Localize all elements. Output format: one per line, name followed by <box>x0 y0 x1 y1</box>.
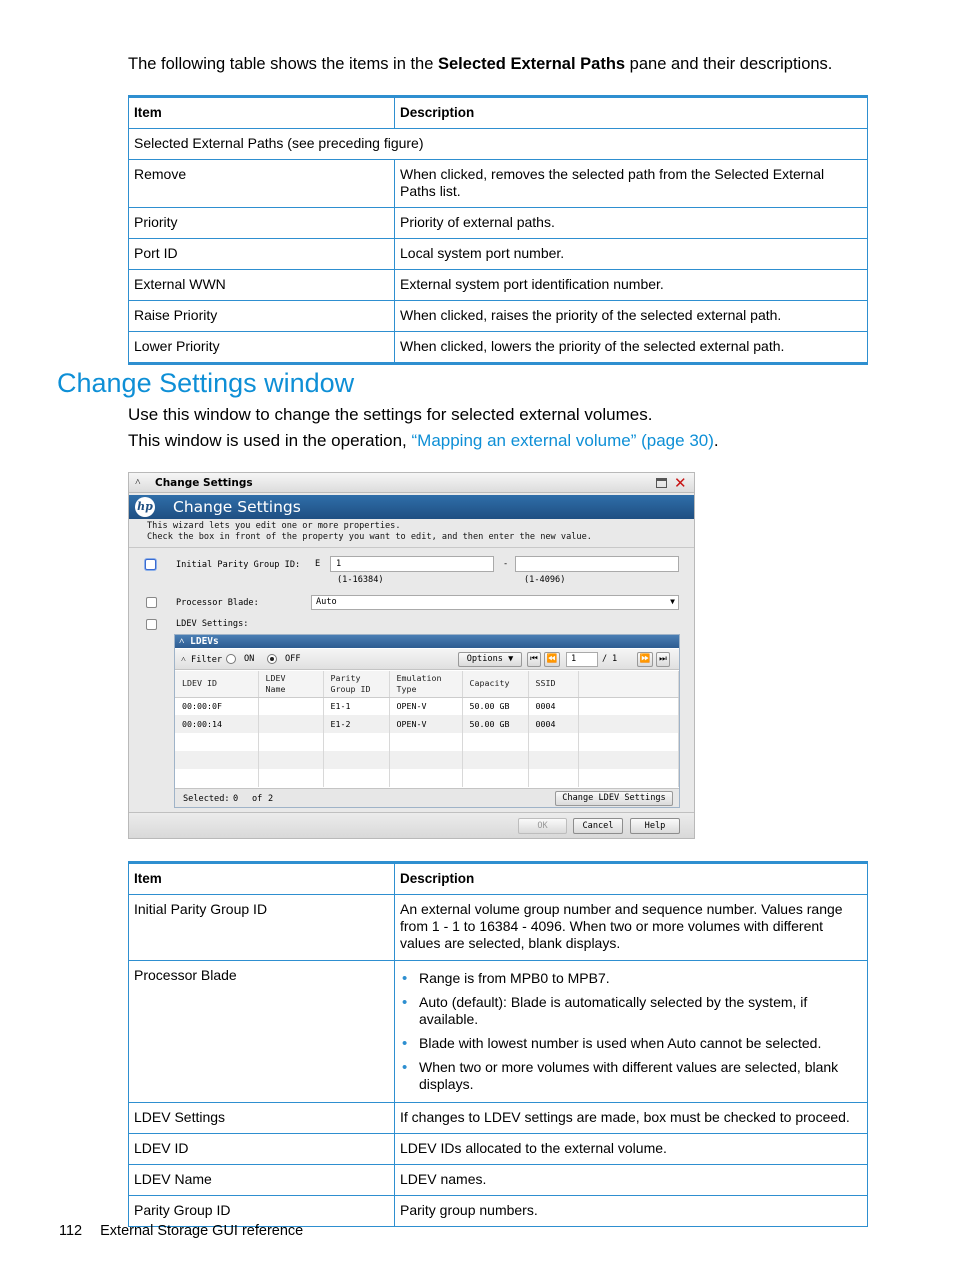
parity-prefix: E <box>315 559 321 569</box>
table-row <box>129 208 868 239</box>
column-header-item: Item <box>129 97 395 129</box>
wizard-instructions: This wizard lets you edit one or more properties. Check the box in front of the property you want to edit, and then enter the new value. <box>147 521 592 542</box>
processor-blade-bullets <box>400 970 862 1093</box>
filter-off-label: OFF <box>285 654 301 664</box>
row-item: Remove <box>129 160 395 208</box>
page-number-input[interactable]: 1 <box>566 652 598 667</box>
parity-group-number-input[interactable]: 1 <box>330 556 494 572</box>
last-page-icon[interactable]: ⏭ <box>656 652 670 667</box>
table-row <box>175 769 679 787</box>
column-header-description: Description <box>395 863 868 895</box>
row-item: Processor Blade <box>129 961 395 1103</box>
banner-title: Change Settings <box>173 498 301 516</box>
ldevs-panel <box>174 634 680 808</box>
table-row <box>129 270 868 301</box>
mapping-external-volume-link[interactable]: “Mapping an external volume” (page 30) <box>411 431 714 450</box>
filter-on-radio[interactable] <box>226 654 236 664</box>
row-item: Initial Parity Group ID <box>129 895 395 961</box>
col-capacity[interactable]: Capacity <box>462 671 528 697</box>
col-ldev-id[interactable]: LDEV ID <box>175 671 258 697</box>
row-item: LDEV Name <box>129 1165 395 1196</box>
col-emulation-type[interactable]: Emulation Type <box>389 671 462 697</box>
divider <box>129 547 694 548</box>
row-item: Lower Priority <box>129 332 395 364</box>
table-row <box>129 1196 868 1227</box>
selected-label: Selected: <box>183 794 230 804</box>
ok-button[interactable]: OK <box>518 818 567 834</box>
list-item: • When two or more volumes with different values are selected, blank displays. <box>400 1059 862 1093</box>
hp-logo: hp <box>135 497 155 517</box>
of-label: of <box>252 794 263 804</box>
row-item: LDEV Settings <box>129 1103 395 1134</box>
filter-off-radio[interactable] <box>267 654 277 664</box>
table-row <box>129 1134 868 1165</box>
page-number: 112 <box>59 1223 83 1239</box>
row-item: External WWN <box>129 270 395 301</box>
ldevs-grid <box>175 671 679 787</box>
table-row <box>129 332 868 364</box>
dialog-button-bar <box>129 812 694 839</box>
previous-page-icon[interactable]: ⏪ <box>544 652 560 667</box>
table-row <box>129 160 868 208</box>
processor-blade-select[interactable]: Auto ▼ <box>311 595 679 610</box>
col-filler <box>578 671 679 697</box>
window-title: Change Settings <box>155 477 253 489</box>
table-row[interactable]: 00:00:0F E1-1 OPEN-V 50.00 GB 0004 <box>175 697 679 715</box>
filter-toggle[interactable]: ˄ Filter <box>181 655 223 665</box>
table-row <box>129 1165 868 1196</box>
table-row <box>129 895 868 961</box>
footer-section-title: External Storage GUI reference <box>100 1223 304 1239</box>
row-description: Parity group numbers. <box>395 1196 868 1227</box>
cancel-button[interactable]: Cancel <box>573 818 623 834</box>
parity-number-range: (1-16384) <box>337 575 384 585</box>
row-description: Priority of external paths. <box>395 208 868 239</box>
ldevs-footer <box>175 788 679 807</box>
row-item: Raise Priority <box>129 301 395 332</box>
table-row <box>129 961 868 1103</box>
chevron-down-icon: ▼ <box>670 597 675 606</box>
row-item: Port ID <box>129 239 395 270</box>
total-count: 2 <box>268 794 274 804</box>
col-ssid[interactable]: SSID <box>528 671 578 697</box>
row-description: Local system port number. <box>395 239 868 270</box>
ldev-settings-label: LDEV Settings: <box>176 619 249 629</box>
table-row <box>129 301 868 332</box>
row-description: An external volume group number and sequence number. Values range from 1 - 1 to 16384 - 4096. When two or more volumes with different values are selected, blank displays. <box>395 895 868 961</box>
change-settings-items-table <box>128 861 868 1227</box>
intro-text: The following table shows the items in the Selected External Paths pane and their descriptions. <box>128 55 833 73</box>
ldevs-toolbar <box>175 649 679 670</box>
parity-sequence-input[interactable] <box>515 556 679 572</box>
col-ldev-name[interactable]: LDEV Name <box>258 671 323 697</box>
filter-on-label: ON <box>244 654 255 664</box>
list-item: • Range is from MPB0 to MPB7. <box>400 970 862 987</box>
options-button[interactable]: Options ▼ <box>458 652 522 667</box>
row-item: Priority <box>129 208 395 239</box>
table-row <box>129 239 868 270</box>
first-page-icon[interactable]: ⏮ <box>527 652 541 667</box>
section-paragraph-operation: This window is used in the operation, “Mapping an external volume” (page 30). <box>128 431 719 450</box>
collapse-icon[interactable]: ˄ <box>135 477 141 488</box>
col-parity-group-id[interactable]: Parity Group ID <box>323 671 389 697</box>
row-description: When clicked, raises the priority of the selected external path. <box>395 301 868 332</box>
row-description: If changes to LDEV settings are made, box must be checked to proceed. <box>395 1103 868 1134</box>
table-span-row: Selected External Paths (see preceding figure) <box>129 129 868 160</box>
selected-external-paths-table <box>128 95 868 365</box>
ldevs-panel-title: ˄ LDEVs <box>175 635 679 648</box>
change-settings-screenshot <box>128 472 695 839</box>
window-titlebar <box>129 473 694 493</box>
next-page-icon[interactable]: ⏩ <box>637 652 653 667</box>
section-heading: Change Settings window <box>57 368 355 398</box>
initial-parity-group-label: Initial Parity Group ID: <box>176 560 301 570</box>
row-description <box>395 961 868 1103</box>
processor-blade-checkbox[interactable] <box>146 597 157 608</box>
change-ldev-settings-button[interactable]: Change LDEV Settings <box>555 791 673 806</box>
row-item: LDEV ID <box>129 1134 395 1165</box>
column-header-description: Description <box>395 97 868 129</box>
row-description: External system port identification number. <box>395 270 868 301</box>
maximize-icon[interactable] <box>656 478 667 488</box>
row-description: When clicked, lowers the priority of the selected external path. <box>395 332 868 364</box>
list-item: • Blade with lowest number is used when Auto cannot be selected. <box>400 1035 862 1052</box>
column-header-item: Item <box>129 863 395 895</box>
processor-blade-label: Processor Blade: <box>176 598 259 608</box>
table-row[interactable]: 00:00:14 E1-2 OPEN-V 50.00 GB 0004 <box>175 715 679 733</box>
row-description: When clicked, removes the selected path from the Selected External Paths list. <box>395 160 868 208</box>
table-row <box>129 1103 868 1134</box>
section-paragraph: Use this window to change the settings for selected external volumes. <box>128 405 653 424</box>
page-footer <box>59 1223 303 1239</box>
table-row <box>175 733 679 751</box>
window-banner <box>129 495 694 519</box>
page-total: 1 <box>612 654 618 664</box>
parity-sequence-range: (1-4096) <box>524 575 566 585</box>
initial-parity-group-checkbox[interactable] <box>145 559 156 570</box>
table-row <box>175 751 679 769</box>
ldev-settings-checkbox[interactable] <box>146 619 157 630</box>
row-description: LDEV IDs allocated to the external volume. <box>395 1134 868 1165</box>
parity-dash: - <box>503 559 509 569</box>
close-icon[interactable]: ✕ <box>674 474 687 492</box>
row-item: Parity Group ID <box>129 1196 395 1227</box>
row-description: LDEV names. <box>395 1165 868 1196</box>
page-separator: / <box>602 654 608 664</box>
help-button[interactable]: Help <box>630 818 680 834</box>
list-item: • Auto (default): Blade is automatically selected by the system, if available. <box>400 994 862 1028</box>
selected-count: 0 <box>233 794 239 804</box>
